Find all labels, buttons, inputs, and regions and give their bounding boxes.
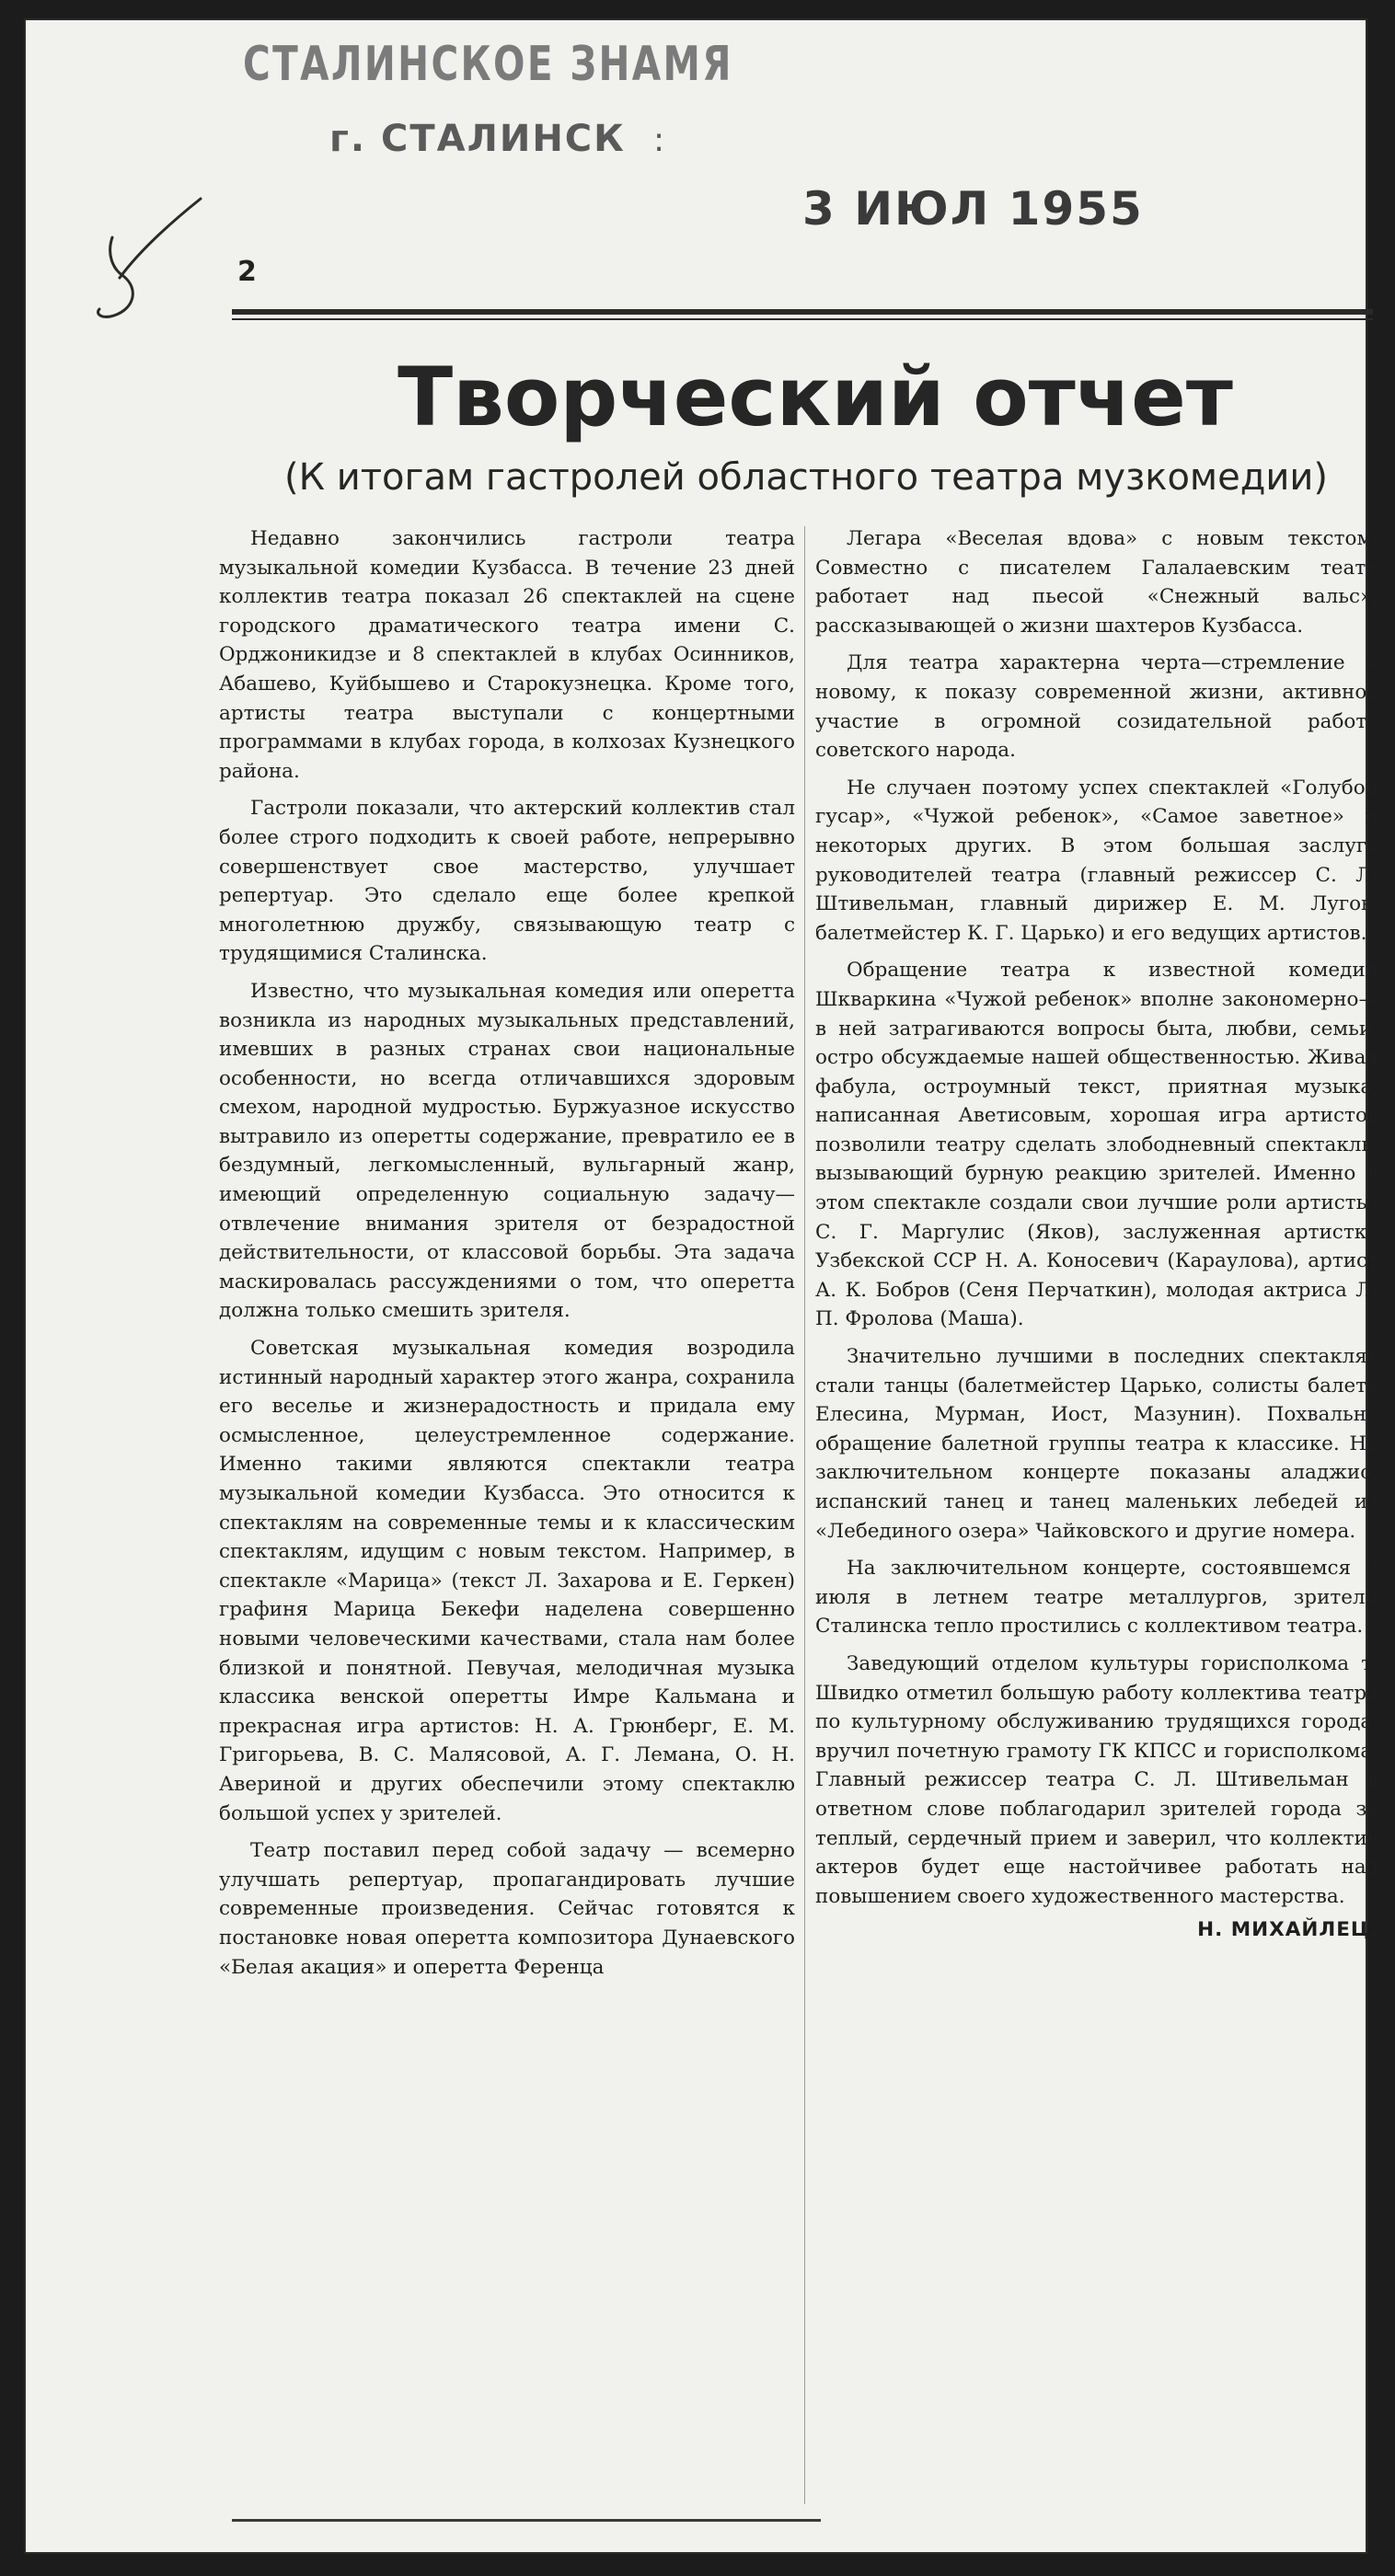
paragraph: Недавно закончились гастроли театра музыкальной комедии Кузбасса. В течение 23 дней коллектив театра показал 26 спектаклей на сцене городского драматического театра имени С. Орджоникидзе и 8 спектаклей в клубах Осинников, Абашево, Куйбышево и Старокузнецка. Кроме того, артисты театра выступали с концертными программами в клубах города, в колхозах Кузнецкого района.	[219, 527, 795, 783]
top-rule-thick	[232, 309, 1373, 315]
article-column-left	[219, 524, 795, 1990]
date-stamp: 3 ИЮЛ 1955	[802, 182, 1144, 236]
newspaper-name-stamp: СТАЛИНСКОЕ ЗНАМЯ	[243, 37, 733, 92]
paragraph: Театр поставил перед собой задачу — всемерно улучшать репертуар, пропагандировать лучшие современные произведения. Сейчас готовятся к постановке новая оперетта композитора Дунаевского «Белая акация» и оперетта Ференца	[219, 1839, 795, 1979]
city-stamp: г. СТАЛИНСК	[329, 118, 626, 160]
article-column-right	[815, 524, 1378, 1945]
column-divider	[804, 526, 805, 2504]
page-number: 2	[237, 256, 257, 288]
top-rule-thin	[232, 318, 1373, 320]
paragraph: Заведующий отделом культуры горисполкома т. Швидко отметил большую работу коллектива театра по культурному обслуживанию трудящихся города, вручил почетную грамоту ГК КПСС и горисполкома. Главный режиссер театра С. Л. Штивельман в ответном слове поблагодарил зрителей города за теплый, сердечный прием и заверил, что коллектив актеров будет еще настойчивее работать над повышением своего художественного мастерства.	[815, 1651, 1378, 1908]
paragraph: Легара «Веселая вдова» с новым текстом. Совместно с писателем Галалаевским театр работает над пьесой «Снежный вальс», рассказывающей о жизни шахтеров Кузбасса.	[815, 527, 1378, 638]
article-subtitle: (К итогам гастролей областного театра музкомедии)	[284, 456, 1328, 499]
paragraph: Советская музыкальная комедия возродила истинный народный характер этого жанра, сохранила его веселье и жизнерадостность и придала ему осмысленное, целеустремленное содержание. Именно такими являются спектакли театра музыкальной комедии Кузбасса. Это относится к спектаклям на современные темы и к классическим спектаклям, идущим с новым текстом. Например, в спектакле «Марица» (текст Л. Захарова и Е. Геркен) графиня Марица Бекефи наделена совершенно новыми человеческими качествами, стала нам более близкой и понятной. Певучая, мелодичная музыка классика венской оперетты Имре Кальмана и прекрасная игра артистов: Н. А. Грюнберг, Е. М. Григорьева, В. С. Малясовой, А. Г. Лемана, О. Н. Авериной и других обеспечили этому спектаклю большой успех у зрителей.	[219, 1337, 795, 1825]
author-signature: Н. МИХАЙЛЕЦ.	[1197, 1918, 1378, 1942]
paragraph: Не случаен поэтому успех спектаклей «Голубой гусар», «Чужой ребенок», «Самое заветное» и некоторых других. В этом большая заслуга руководителей театра (главный режиссер С. Л. Штивельман, главный дирижер Е. М. Лугов, балетмейстер К. Г. Царько) и его ведущих артистов.	[815, 776, 1378, 945]
bottom-rule	[232, 2519, 821, 2522]
handwritten-mark-icon	[92, 193, 212, 322]
article-title: Творческий отчет	[398, 350, 1233, 444]
paragraph: Гастроли показали, что актерский коллектив стал более строго подходить к своей работе, непрерывно совершенствует свое мастерство, улучшает репертуар. Это сделало еще более крепкой многолетнюю дружбу, связывающую театр с трудящимися Сталинска.	[219, 797, 795, 966]
paragraph: Обращение театра к известной комедии Шкваркина «Чужой ребенок» вполне закономерно—в ней затрагиваются вопросы быта, любви, семьи, остро обсуждаемые нашей общественностью. Живая фабула, остроумный текст, приятная музыка, написанная Аветисовым, хорошая игра артистов позволили театру сделать злободневный спектакль, вызывающий бурную реакцию зрителей. Именно в этом спектакле создали свои лучшие роли артисты: С. Г. Маргулис (Яков), заслуженная артистка Узбекской ССР Н. А. Коносевич (Караулова), артист А. К. Бобров (Сеня Перчаткин), молодая актриса Л. П. Фролова (Маша).	[815, 959, 1378, 1331]
paragraph: Значительно лучшими в последних спектаклях стали танцы (балетмейстер Царько, солисты балета Елесина, Мурман, Иост, Мазунин). Похвально обращение балетной группы театра к классике. На заключительном концерте показаны аладжио, испанский танец и танец маленьких лебедей из «Лебединого озера» Чайковского и другие номера.	[815, 1345, 1378, 1543]
clipping-sheet	[24, 18, 1378, 2554]
stamp-colon: :	[653, 121, 665, 159]
paragraph: Известно, что музыкальная комедия или оперетта возникла из народных музыкальных представлений, имевших в разных странах свои национальные особенности, но всегда отличавшихся здоровым смехом, народной мудростью. Буржуазное искусство вытравило из оперетты содержание, превратило ее в бездумный, легкомысленный, вульгарный жанр, имеющий определенную социальную задачу—отвлечение внимания зрителя от безрадостной действительности, от классовой борьбы. Эта задача маскировалась рассуждениями о том, что оперетта должна только смешить зрителя.	[219, 979, 795, 1323]
paragraph: Для театра характерна черта—стремление к новому, к показу современной жизни, активное участие в огромной созидательной работе советского народа.	[815, 651, 1378, 763]
paragraph: На заключительном концерте, состоявшемся 6 июля в летнем театре металлургов, зрители Сталинска тепло простились с коллективом театра.	[815, 1557, 1378, 1639]
